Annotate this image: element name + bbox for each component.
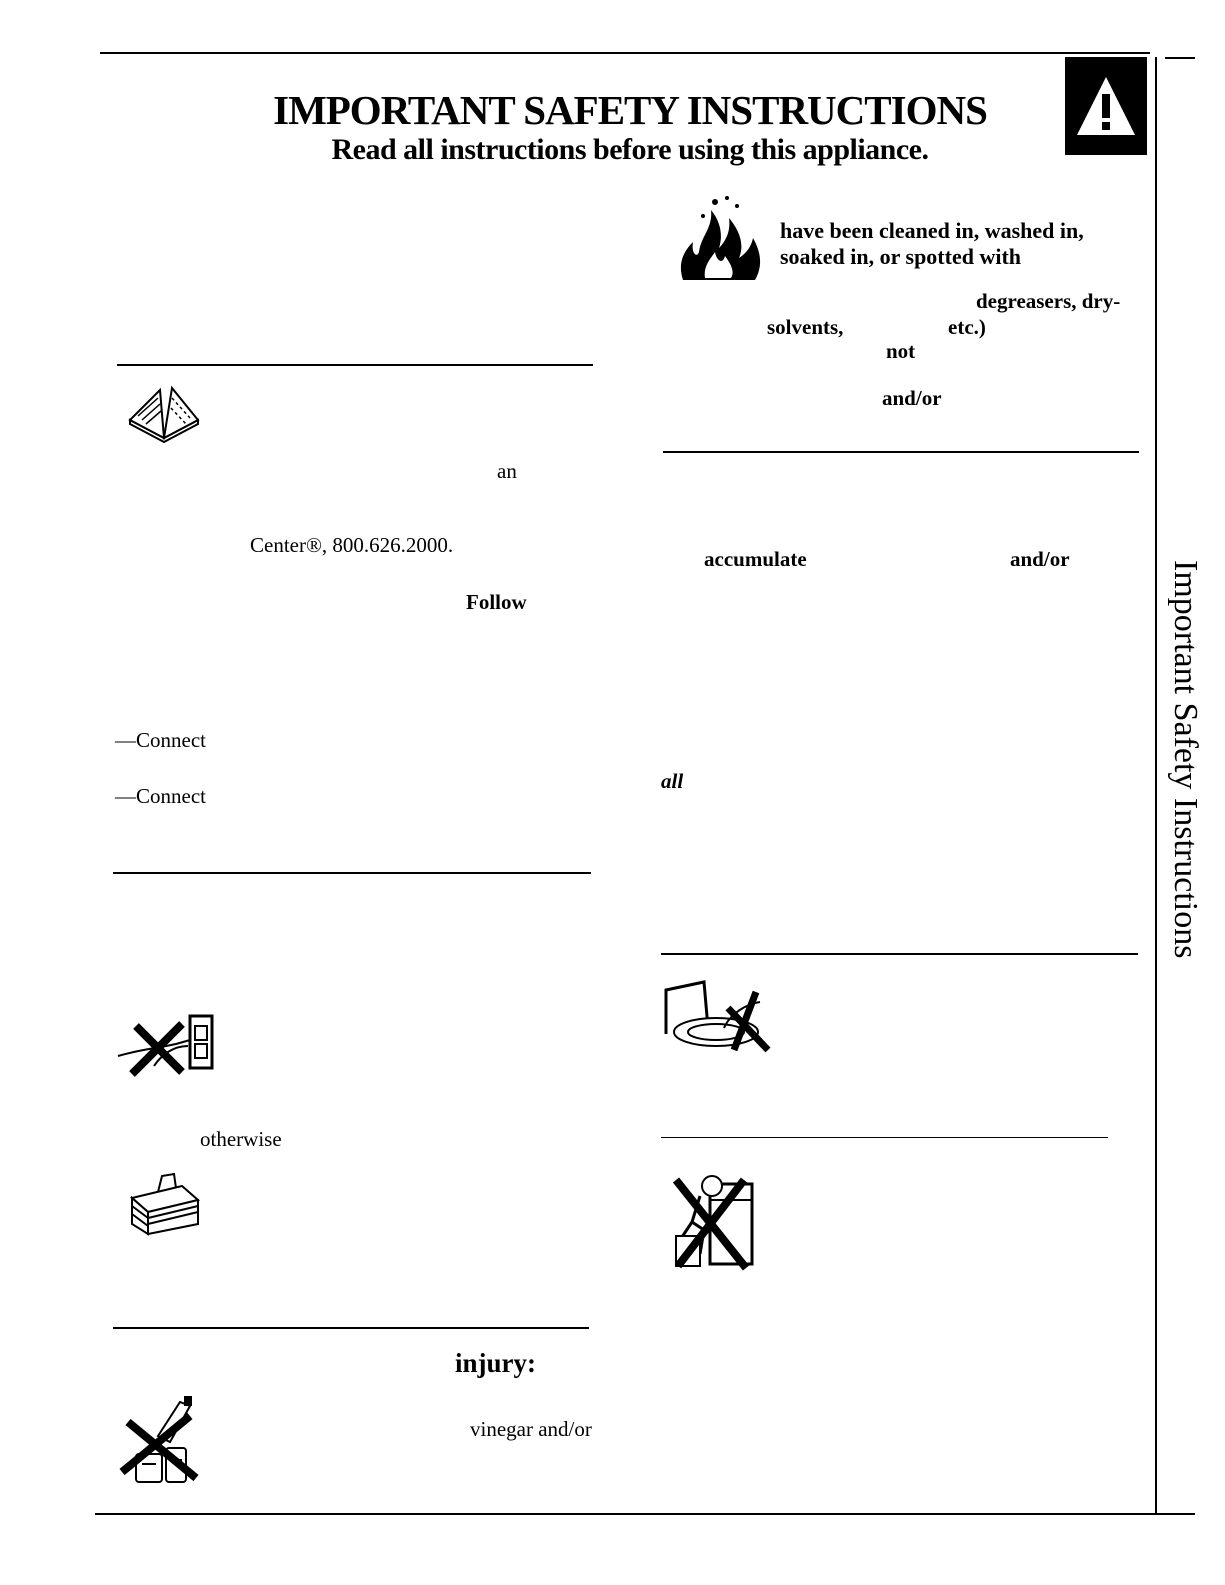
page-subtitle: Read all instructions before using this appliance. (331, 133, 929, 166)
page-title: IMPORTANT SAFETY INSTRUCTIONS (273, 87, 987, 133)
text-an: an (497, 459, 517, 483)
no-reaching-into-washer-icon (664, 978, 774, 1052)
text-solvents: solvents, (767, 315, 844, 339)
side-divider (1155, 57, 1157, 1515)
section-rule-left-1 (117, 364, 593, 366)
no-child-climbing-icon (670, 1170, 756, 1270)
top-rule (100, 52, 1150, 54)
section-rule-right-3 (661, 1137, 1108, 1138)
text-and-or-1: and/or (882, 386, 942, 410)
text-accumulate: accumulate (704, 547, 807, 571)
text-and-or-2: and/or (1010, 547, 1070, 571)
bottom-rule (95, 1513, 1195, 1515)
text-follow: Follow (466, 590, 527, 614)
fire-warning-line-1: have been cleaned in, washed in, (780, 218, 1084, 243)
text-all: all (661, 769, 684, 793)
fire-warning-line-2: soaked in, or spotted with (780, 244, 1022, 269)
section-rule-left-3 (113, 1327, 589, 1329)
side-tab-label: Important Safety Instructions (1167, 560, 1204, 959)
text-not: not (886, 339, 916, 363)
text-otherwise: otherwise (200, 1127, 282, 1151)
warning-icon (1075, 74, 1137, 138)
text-injury: injury: (455, 1348, 536, 1378)
warning-badge (1065, 57, 1147, 155)
no-chemicals-icon (118, 1392, 204, 1488)
text-degreasers: degreasers, dry- (976, 289, 1121, 313)
text-phone: Center®, 800.626.2000. (250, 533, 454, 557)
section-rule-right-1 (663, 451, 1139, 453)
text-connect-1: —Connect (115, 728, 206, 752)
toolbox-icon (128, 1168, 204, 1236)
text-vinegar: vinegar and/or (470, 1417, 592, 1441)
no-unplug-by-cord-icon (118, 1010, 218, 1082)
top-rule-right (1165, 57, 1195, 59)
fire-icon (675, 192, 775, 284)
text-connect-2: —Connect (115, 784, 206, 808)
section-rule-left-2 (113, 872, 591, 874)
text-etc: etc.) (948, 315, 986, 339)
section-rule-right-2 (661, 953, 1138, 955)
manual-book-icon (124, 384, 204, 454)
